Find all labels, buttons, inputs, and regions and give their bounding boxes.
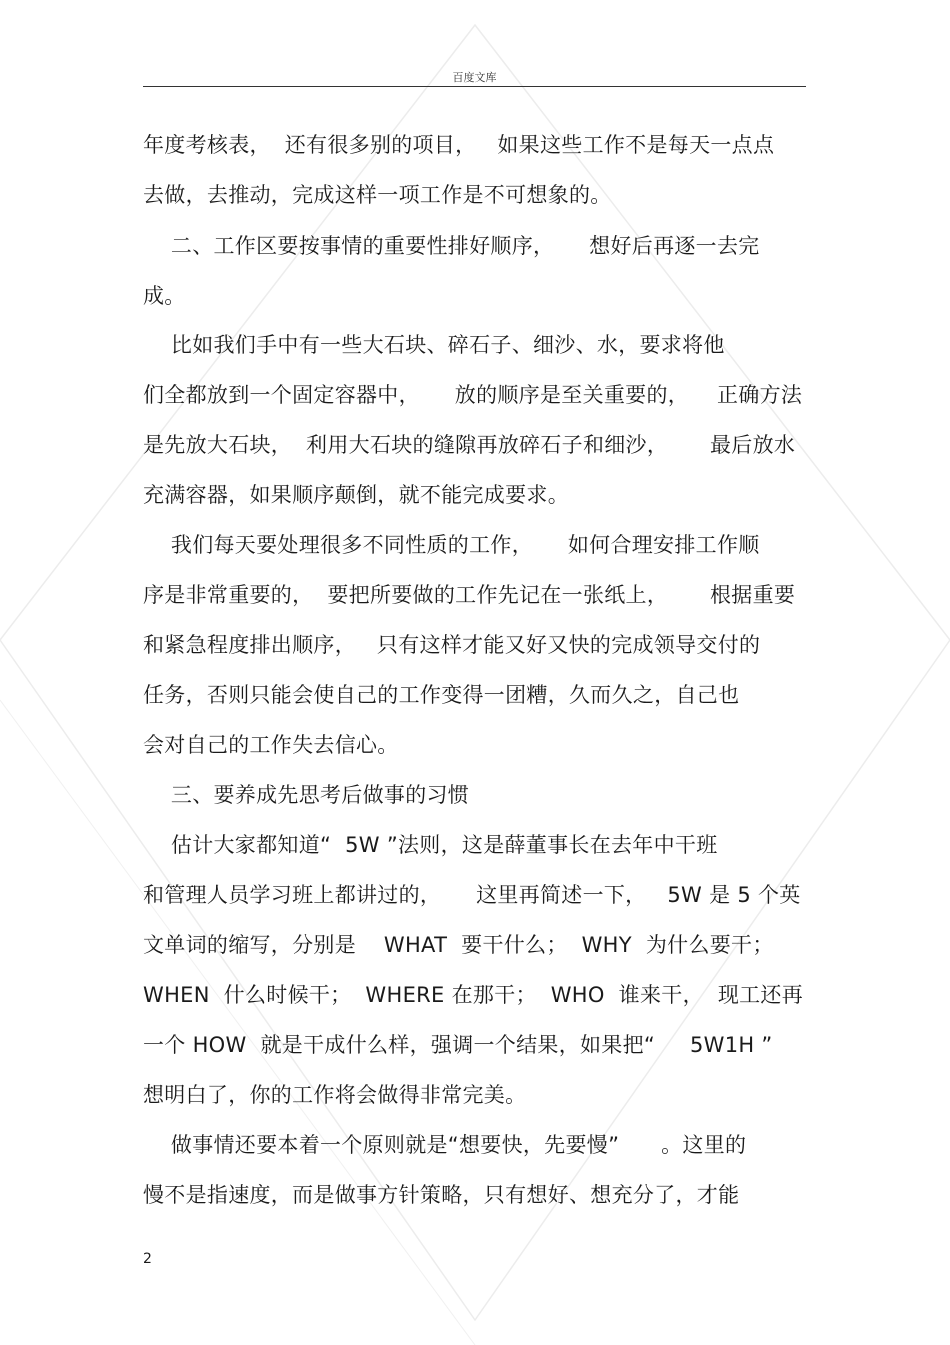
body-line: 一个 HOW 就是干成什么样，强调一个结果，如果把“ 5W1H ”: [143, 1033, 773, 1057]
body-line: 做事情还要本着一个原则就是“想要快，先要慢” 。这里的: [143, 1133, 747, 1157]
body-line: 任务，否则只能会使自己的工作变得一团糟，久而久之，自己也: [143, 683, 740, 707]
body-line: 去做，去推动，完成这样一项工作是不可想象的。: [143, 183, 612, 207]
page-number: 2: [143, 1251, 152, 1267]
body-line: 和管理人员学习班上都讲过的， 这里再简述一下， 5W 是 5 个英: [143, 883, 801, 907]
body-line: 慢不是指速度，而是做事方针策略，只有想好、想充分了，才能: [143, 1183, 740, 1207]
header-title: 百度文库: [452, 71, 497, 84]
body-line: 文单词的缩写，分别是 WHAT 要干什么； WHY 为什么要干；: [143, 933, 774, 957]
body-line: 成。: [143, 284, 186, 308]
body-line: 是先放大石块， 利用大石块的缝隙再放碎石子和细沙， 最后放水: [143, 433, 796, 457]
body-line: 和紧急程度排出顺序， 只有这样才能又好又快的完成领导交付的: [143, 633, 761, 657]
body-line: 年度考核表， 还有很多别的项目， 如果这些工作不是每天一点点: [143, 133, 775, 157]
body-line: 们全都放到一个固定容器中， 放的顺序是至关重要的， 正确方法: [143, 383, 803, 407]
body-line: 三、要养成先思考后做事的习惯: [143, 783, 470, 807]
body-line: WHEN 什么时候干； WHERE 在那干； WHO 谁来干， 现工还再: [143, 983, 804, 1007]
body-line: 二、工作区要按事情的重要性排好顺序， 想好后再逐一去完: [143, 234, 760, 258]
body-line: 充满容器，如果顺序颠倒，就不能完成要求。: [143, 483, 569, 507]
body-line: 想明白了，你的工作将会做得非常完美。: [143, 1083, 527, 1107]
body-line: 会对自己的工作失去信心。: [143, 733, 399, 757]
body-line: 序是非常重要的， 要把所要做的工作先记在一张纸上， 根据重要: [143, 583, 796, 607]
body-line: 比如我们手中有一些大石块、碎石子、细沙、水，要求将他: [143, 333, 725, 357]
body-line: 我们每天要处理很多不同性质的工作， 如何合理安排工作顺: [143, 533, 760, 557]
body-line: 估计大家都知道“ 5W ”法则，这是薛董事长在去年中干班: [143, 833, 718, 857]
page-header: [143, 66, 806, 87]
